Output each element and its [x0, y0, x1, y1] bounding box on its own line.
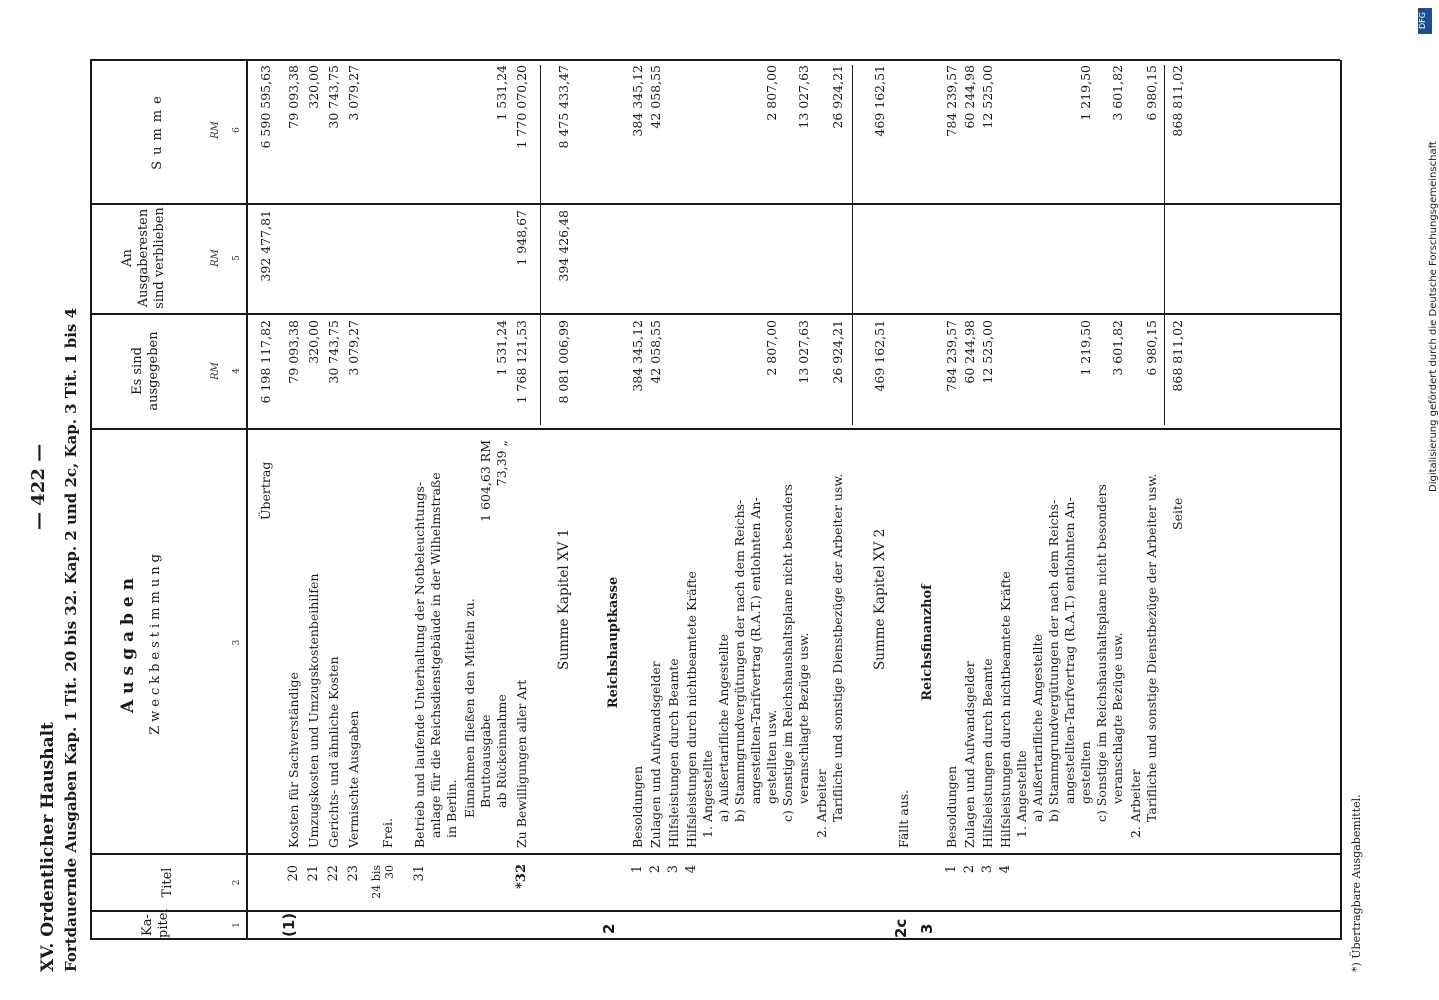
- t24-text: Frei.: [380, 817, 395, 848]
- t22-ausg: 30 743,75: [326, 320, 341, 384]
- r4-b-ausg: 2 807,00: [764, 320, 779, 376]
- titel-20: 20: [286, 865, 301, 882]
- f4-c1: c) Sonstige im Reichshaushaltsplane nicht besonders: [1094, 484, 1109, 822]
- seite-rule: [1164, 65, 1165, 425]
- f-titel-4: 4: [998, 865, 1013, 874]
- page-number: — 422 —: [28, 443, 49, 530]
- t21-ausg: 320,00: [306, 320, 321, 364]
- kapitel-3: 3: [918, 923, 936, 934]
- f4-c-sum: 3 601,82: [1110, 65, 1125, 121]
- faellt-aus: Fällt aus.: [896, 789, 911, 848]
- t20-ausg: 79 093,38: [286, 320, 301, 384]
- r4-arbeiter-bez: Tarifliche und sonstige Dienstbezüge der Arbeiter usw.: [830, 473, 845, 822]
- r4-b3: gestellten usw.: [764, 709, 779, 804]
- t31-line2: anlage für die Reichsdienstgebäude in der Wilhelmstraße: [428, 472, 443, 838]
- f3-sum: 12 525,00: [980, 65, 995, 129]
- uebertrag-ausg: 6 198 117,82: [258, 320, 273, 404]
- r4-2-ausg: 26 924,21: [830, 320, 845, 384]
- r4-c-ausg: 13 027,63: [796, 320, 811, 384]
- seite-sum: 868 811,02: [1170, 65, 1185, 137]
- t31-brutto: Bruttoausgabe: [478, 714, 493, 808]
- col-head-titel: Titel: [160, 867, 175, 898]
- f4-b1: b) Stammgrundvergütungen der nach dem Reichs-: [1046, 499, 1061, 822]
- r2-text: Zulagen und Aufwandsgelder: [648, 661, 663, 848]
- f-titel-3: 3: [980, 865, 995, 874]
- col-divider-5: [90, 204, 1340, 206]
- f1-text: Besoldungen: [944, 765, 959, 848]
- table-right-rule: [90, 60, 1340, 62]
- header-subtitle: Fortdauernde Ausgaben Kap. 1 Tit. 20 bis 32. Kap. 2 und 2c, Kap. 3 Tit. 1 bis 4: [62, 307, 80, 972]
- r-titel-4: 4: [684, 865, 699, 874]
- r4-angestellte: 1. Angestellte: [700, 750, 715, 838]
- summe1-rest: 394 426,48: [556, 210, 571, 282]
- dfg-sidebar-text: Digitalisierung gefördert durch die Deutsche Forschungsgemeinschaft: [1428, 141, 1439, 492]
- col-divider-2: [90, 854, 1340, 856]
- col-head-summe: Summe: [150, 90, 165, 170]
- col-head-ausgegeben: Es sind ausgegeben: [130, 331, 161, 411]
- footnote: *) Übertragbare Ausgabemittel.: [1350, 794, 1363, 972]
- t21-sum: 320,00: [306, 65, 321, 109]
- summe2-ausg: 469 162,51: [872, 320, 887, 392]
- r4-arbeiter: 2. Arbeiter: [814, 769, 829, 838]
- col-head-kapitel: Ka-pitel: [140, 908, 171, 938]
- t23-text: Vermischte Ausgaben: [346, 710, 361, 848]
- t31-ausg: 1 531,24: [494, 320, 509, 376]
- t21-text: Umzugskosten und Umzugskostenbeihilfen: [306, 573, 321, 848]
- col-head-zweck: Zweckbestimmung: [148, 550, 163, 735]
- table-bottom-rule: [1340, 60, 1342, 940]
- col-num-1: 1: [232, 922, 242, 928]
- dfg-logo: DFG: [1418, 8, 1432, 34]
- unit-6: RM: [210, 121, 221, 139]
- sum1-rule: [540, 65, 541, 425]
- t32-rest: 1 948,67: [514, 210, 529, 266]
- t31-rueck-val: 73,39 „: [494, 440, 509, 487]
- t31-line3: in Berlin.: [444, 779, 459, 838]
- reichsfinanzhof-heading: Reichsfinanzhof: [920, 584, 935, 701]
- f3-text: Hilfsleistungen durch Beamte: [980, 658, 995, 848]
- col-divider-3: [90, 429, 1340, 431]
- r4-c2: veranschlagte Bezüge usw.: [796, 632, 811, 804]
- sum2-rule: [852, 65, 853, 425]
- col-num-3: 3: [232, 639, 242, 646]
- header-bottom-rule: [246, 60, 248, 940]
- r4-2-sum: 26 924,21: [830, 65, 845, 129]
- t20-sum: 79 093,38: [286, 65, 301, 129]
- col-head-ausgaben: Ausgaben: [118, 571, 138, 714]
- r4-b-sum: 2 807,00: [764, 65, 779, 121]
- col-divider-1: [90, 911, 1340, 913]
- col-head-reste: An Ausgaberesten sind verblieben: [120, 207, 167, 309]
- summe2-label: Summe Kapitel XV 2: [872, 528, 888, 670]
- f4-arbeiter-bez: Tarifliche und sonstige Dienstbezüge der Arbeiter usw.: [1144, 473, 1159, 822]
- f2-text: Zulagen und Aufwandsgelder: [962, 661, 977, 848]
- col-num-5: 5: [232, 255, 242, 261]
- r2-ausg: 42 058,55: [648, 320, 663, 384]
- col-divider-4: [90, 314, 1340, 316]
- r1-ausg: 384 345,12: [630, 320, 645, 392]
- r3-text: Hilfsleistungen durch Beamte: [666, 658, 681, 848]
- f1-ausg: 784 239,57: [944, 320, 959, 392]
- r4-b1: b) Stammgrundvergütungen der nach dem Reichs-: [732, 499, 747, 822]
- f4-c-ausg: 3 601,82: [1110, 320, 1125, 376]
- unit-5: RM: [210, 249, 221, 267]
- f3-ausg: 12 525,00: [980, 320, 995, 384]
- f4-b3: gestellten: [1078, 741, 1093, 804]
- r1-sum: 384 345,12: [630, 65, 645, 137]
- t22-sum: 30 743,75: [326, 65, 341, 129]
- r-titel-2: 2: [648, 865, 663, 874]
- t32-text: Zu Bewilligungen aller Art: [514, 679, 529, 848]
- r4-text: Hilfsleistungen durch nichtbeamtete Kräfte: [684, 571, 699, 848]
- r4-c1: c) Sonstige im Reichshaushaltsplane nicht besonders: [780, 484, 795, 822]
- f4-b-ausg: 1 219,50: [1078, 320, 1093, 376]
- kapitel-1: (1): [280, 912, 298, 937]
- f2-ausg: 60 244,98: [962, 320, 977, 384]
- titel-22: 22: [326, 865, 341, 882]
- kapitel-2c: 2c: [892, 918, 910, 938]
- titel-21: 21: [306, 865, 321, 882]
- kapitel-2: 2: [600, 923, 618, 934]
- t31-sum: 1 531,24: [494, 65, 509, 121]
- f4-b2: angestellten-Tarifvertrag (R.A.T.) entlohnten An-: [1062, 497, 1077, 804]
- f4-angestellte: 1. Angestellte: [1014, 750, 1029, 838]
- f-titel-2: 2: [962, 865, 977, 874]
- titel-23: 23: [346, 865, 361, 882]
- f4-2-sum: 6 980,15: [1144, 65, 1159, 121]
- table-left-rule: [90, 939, 1340, 941]
- t20-text: Kosten für Sachverständige: [286, 672, 301, 848]
- header-part: XV. Ordentlicher Haushalt: [38, 722, 58, 972]
- f-titel-1: 1: [944, 865, 959, 874]
- t31-line1: Betrieb und laufende Unterhaltung der Notbeleuchtungs-: [412, 481, 427, 848]
- t22-text: Gerichts- und ähnliche Kosten: [326, 656, 341, 848]
- r-titel-1: 1: [630, 865, 645, 874]
- t31-line4: Einnahmen fließen den Mitteln zu.: [462, 598, 477, 818]
- titel-32: *32: [514, 864, 529, 889]
- f4-2-ausg: 6 980,15: [1144, 320, 1159, 376]
- table-top-rule: [90, 60, 92, 940]
- f4-c2: veranschlagte Bezüge usw.: [1110, 632, 1125, 804]
- unit-4: RM: [210, 362, 221, 380]
- seite-label: Seite: [1170, 497, 1185, 530]
- col-num-2: 2: [232, 879, 242, 886]
- col-num-6: 6: [232, 127, 242, 133]
- summe1-label: Summe Kapitel XV 1: [556, 528, 572, 670]
- seite-ausg: 868 811,02: [1170, 320, 1185, 392]
- f4-a: a) Außertarifliche Angestellte: [1030, 633, 1045, 822]
- t31-rueck: ab Rückeinnahme: [494, 694, 509, 808]
- uebertrag-label: Übertrag: [258, 461, 273, 520]
- summe2-sum: 469 162,51: [872, 65, 887, 137]
- f4-arbeiter: 2. Arbeiter: [1128, 769, 1143, 838]
- t31-brutto-val: 1 604,63 RM: [478, 440, 493, 522]
- summe1-ausg: 8 081 006,99: [556, 320, 571, 404]
- reichshauptkasse-heading: Reichshauptkasse: [606, 576, 621, 709]
- r2-sum: 42 058,55: [648, 65, 663, 129]
- summe1-sum: 8 475 433,47: [556, 65, 571, 149]
- r4-a: a) Außertarifliche Angestellte: [716, 633, 731, 822]
- uebertrag-rest: 392 477,81: [258, 210, 273, 282]
- uebertrag-sum: 6 590 595,63: [258, 65, 273, 149]
- t23-sum: 3 079,27: [346, 65, 361, 121]
- t23-ausg: 3 079,27: [346, 320, 361, 376]
- col-num-4: 4: [232, 368, 242, 374]
- r4-c-sum: 13 027,63: [796, 65, 811, 129]
- r4-b2: angestellten-Tarifvertrag (R.A.T.) entlohnten An-: [748, 497, 763, 804]
- f1-sum: 784 239,57: [944, 65, 959, 137]
- titel-31: 31: [412, 865, 427, 882]
- t32-sum: 1 770 070,20: [514, 65, 529, 149]
- r1-text: Besoldungen: [630, 765, 645, 848]
- t32-ausg: 1 768 121,53: [514, 320, 529, 404]
- r-titel-3: 3: [666, 865, 681, 874]
- titel-24-30: 24 bis 30: [370, 865, 396, 899]
- f4-b-sum: 1 219,50: [1078, 65, 1093, 121]
- f4-text: Hilfsleistungen durch nichtbeamtete Kräfte: [998, 571, 1013, 848]
- f2-sum: 60 244,98: [962, 65, 977, 129]
